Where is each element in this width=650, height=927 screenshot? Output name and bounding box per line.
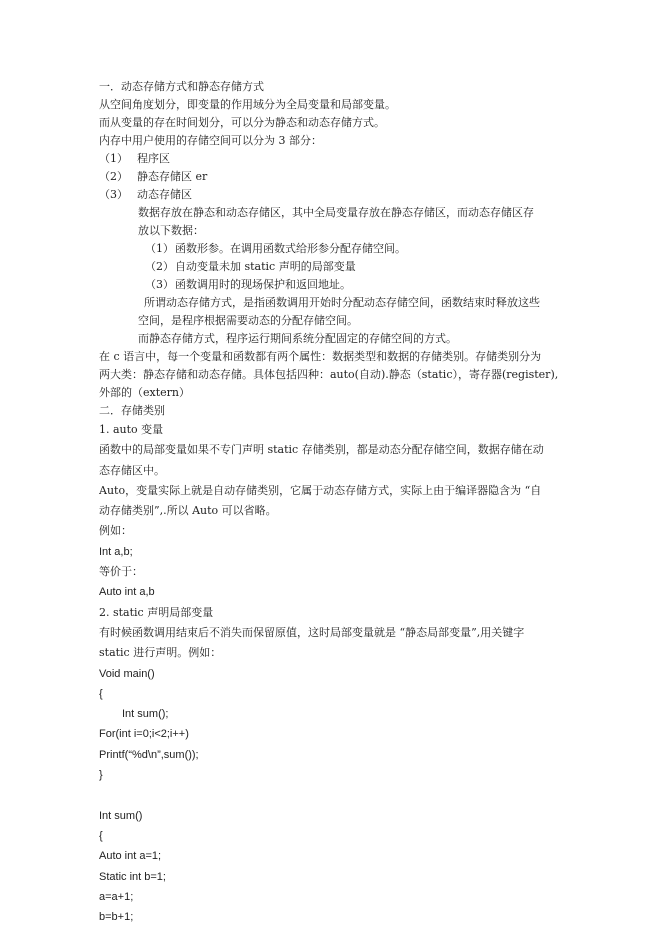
paragraph: 外部的（extern） bbox=[99, 386, 190, 399]
list-item bbox=[99, 258, 569, 276]
list-text: 静态存储区 er bbox=[137, 170, 208, 183]
paragraph: 而从变量的存在时间划分，可以分为静态和动态存储方式。 bbox=[99, 116, 385, 129]
code-line: } bbox=[99, 769, 103, 782]
list-text: 动态存储区 bbox=[137, 188, 192, 201]
list-item bbox=[99, 276, 569, 294]
list-number: （2） bbox=[99, 170, 128, 183]
paragraph: 有时候函数调用结束后不消失而保留原值，这时局部变量就是 “静态局部变量”,用关键字 bbox=[99, 625, 525, 639]
list-number: （2） bbox=[145, 260, 174, 273]
paragraph: 两大类：静态存储和动态存储。具体包括四种：auto(自动).静态（static），寄存器(register), bbox=[99, 368, 559, 381]
paragraph: 态存储区中。 bbox=[99, 463, 165, 477]
code-line: Int sum() bbox=[99, 809, 143, 822]
heading-storage-methods: 一．动态存储方式和静态存储方式 bbox=[99, 80, 264, 93]
code-line: Static int b=1; bbox=[99, 870, 166, 883]
paragraph: 在 c 语言中，每一个变量和函数都有两个属性：数据类型和数据的存储类别。存储类别分为 bbox=[99, 350, 542, 363]
heading-storage-classes: 二．存储类别 bbox=[99, 404, 165, 417]
paragraph: 例如： bbox=[99, 524, 132, 538]
list-number: （3） bbox=[99, 188, 128, 201]
paragraph: 放以下数据： bbox=[138, 224, 204, 237]
code-line: Int a,b; bbox=[99, 545, 133, 558]
list-number: （3） bbox=[145, 278, 174, 291]
list-text: 函数调用时的现场保护和返回地址。 bbox=[175, 278, 351, 291]
code-line: Int sum(); bbox=[122, 708, 169, 721]
code-line: Auto int a,b bbox=[99, 586, 155, 599]
paragraph: 等价于： bbox=[99, 565, 143, 579]
list-text: 函数形参。在调用函数式给形参分配存储空间。 bbox=[175, 242, 406, 255]
code-line: { bbox=[99, 687, 103, 700]
paragraph: 动存储类别”,.所以 Auto 可以省略。 bbox=[99, 504, 277, 518]
list-text: 自动变量未加 static 声明的局部变量 bbox=[175, 260, 356, 273]
blank-line bbox=[99, 785, 569, 805]
code-line: Printf(“%d\n”,sum()); bbox=[99, 748, 199, 761]
list-text: 程序区 bbox=[137, 152, 170, 165]
paragraph: 函数中的局部变量如果不专门声明 static 存储类别，都是动态分配存储空间，数据存储在动 bbox=[99, 443, 544, 457]
subheading-static: 2. static 声明局部变量 bbox=[99, 605, 214, 619]
list-item bbox=[99, 150, 569, 168]
paragraph: 空间，是程序根据需要动态的分配存储空间。 bbox=[138, 314, 358, 327]
paragraph: 所谓动态存储方式，是指函数调用开始时分配动态存储空间，函数结束时释放这些 bbox=[144, 296, 540, 309]
list-item bbox=[99, 186, 569, 204]
document-body bbox=[99, 78, 569, 927]
paragraph: static 进行声明。例如： bbox=[99, 646, 222, 660]
list-number: （1） bbox=[99, 152, 128, 165]
paragraph: 数据存放在静态和动态存储区，其中全局变量存放在静态存储区，而动态存储区存 bbox=[138, 206, 534, 219]
paragraph: Auto，变量实际上就是自动存储类别，它属于动态存储方式，实际上由于编译器隐含为 “自 bbox=[99, 483, 542, 497]
list-number: （1） bbox=[145, 242, 174, 255]
code-line: { bbox=[99, 829, 103, 842]
code-line: Auto int a=1; bbox=[99, 850, 162, 863]
paragraph: 从空间角度划分，即变量的作用域分为全局变量和局部变量。 bbox=[99, 98, 396, 111]
code-line: For(int i=0;i<2;i++) bbox=[99, 728, 189, 741]
subheading-auto: 1. auto 变量 bbox=[99, 423, 164, 436]
paragraph: 内存中用户使用的存储空间可以分为 3 部分： bbox=[99, 134, 322, 147]
list-item bbox=[99, 168, 569, 186]
list-item bbox=[99, 240, 569, 258]
code-line: b=b+1; bbox=[99, 911, 134, 924]
code-line: Void main() bbox=[99, 667, 155, 680]
paragraph: 而静态存储方式，程序运行期间系统分配固定的存储空间的方式。 bbox=[138, 332, 457, 345]
code-line: a=a+1; bbox=[99, 890, 134, 903]
